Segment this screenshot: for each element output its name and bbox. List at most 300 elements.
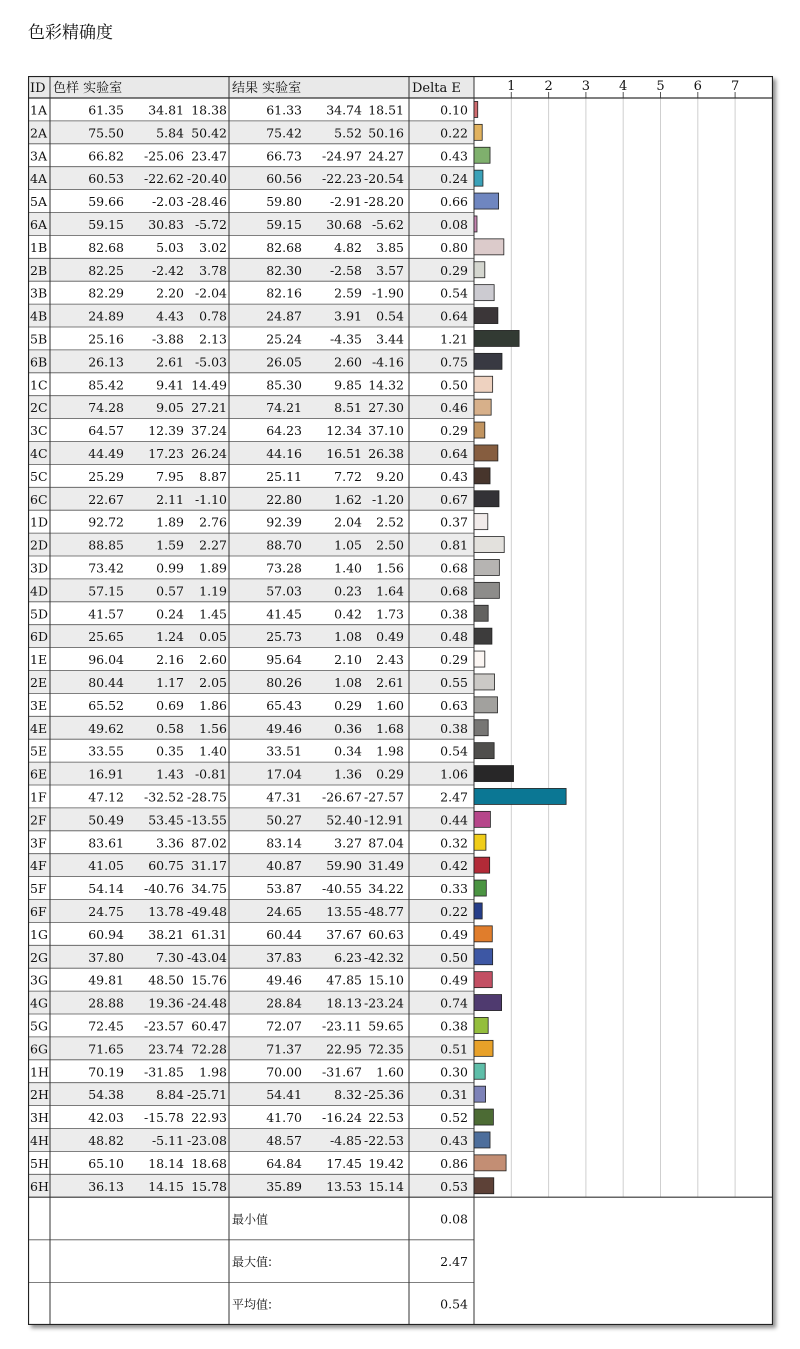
row-id: 6E [30,766,48,782]
delta-e-bar [474,949,493,965]
delta-e-value: 0.86 [440,1155,468,1171]
result-lab-value: 9.20 [376,468,404,484]
result-lab-value: 1.40 [334,560,362,576]
result-lab-value: -5.62 [371,216,404,232]
sample-lab-value: 75.50 [88,125,124,141]
sample-lab-value: 2.61 [156,354,184,370]
delta-e-bar [474,101,478,117]
row-id: 1A [30,102,47,118]
delta-e-value: 0.48 [440,629,468,645]
row-id: 1C [30,377,48,393]
delta-e-value: 0.43 [440,1132,468,1148]
result-lab-value: 82.16 [266,285,302,301]
sample-lab-value: -5.72 [194,216,227,232]
axis-tick-label: 7 [730,79,740,94]
sample-lab-value: 26.13 [88,354,124,370]
delta-e-value: 0.43 [440,468,468,484]
result-lab-value: 66.73 [266,148,302,164]
result-lab-value: 24.87 [266,308,302,324]
delta-e-bar [474,766,514,782]
result-lab-value: -2.58 [329,262,362,278]
sample-lab-value: -40.76 [143,881,184,897]
result-lab-value: 2.43 [376,652,404,668]
sample-lab-value: 8.87 [199,468,227,484]
result-lab-value: 0.36 [334,720,362,736]
sample-lab-value: -23.08 [186,1132,227,1148]
sample-lab-value: 5.03 [156,239,184,255]
result-lab-value: 92.39 [266,514,302,530]
delta-e-bar [474,376,493,392]
row-id: 6D [30,629,48,645]
sample-lab-value: -23.57 [143,1018,184,1034]
result-lab-value: 24.27 [368,148,404,164]
result-lab-value: 33.51 [266,743,302,759]
delta-e-value: 0.22 [440,903,468,919]
sample-lab-value: 2.60 [199,652,227,668]
row-id: 6A [30,216,47,232]
result-lab-value: 0.29 [334,697,362,713]
delta-e-bar [474,628,492,644]
row-id: 4G [30,995,48,1011]
sample-lab-value: 1.43 [156,766,184,782]
sample-lab-value: 59.15 [88,216,124,232]
delta-e-value: 0.22 [440,125,468,141]
result-lab-value: 59.15 [266,216,302,232]
result-lab-value: 22.80 [266,491,302,507]
result-lab-value: 59.80 [266,194,302,210]
result-lab-value: 65.43 [266,697,302,713]
delta-e-value: 0.54 [440,743,468,759]
result-lab-value: 30.68 [326,216,362,232]
result-lab-value: 13.53 [326,1178,362,1194]
result-lab-value: 72.35 [368,1041,404,1057]
delta-e-value: 0.29 [440,423,468,439]
result-lab-value: 15.10 [368,972,404,988]
sample-lab-value: 1.56 [199,720,227,736]
sample-lab-value: 49.81 [88,972,124,988]
sample-lab-value: 25.16 [88,331,124,347]
result-lab-value: 74.21 [266,400,302,416]
delta-e-bar [474,422,485,438]
delta-e-bar [474,903,482,919]
row-id: 3C [30,423,48,439]
row-id: 4E [30,720,48,736]
result-lab-value: 44.16 [266,445,302,461]
delta-e-bar [474,674,495,690]
sample-lab-value: 4.43 [156,308,184,324]
delta-e-bar [474,308,498,324]
sample-lab-value: 61.35 [88,102,124,118]
delta-e-bar [474,193,499,209]
delta-e-bar [474,1040,493,1056]
delta-e-value: 0.32 [440,835,468,851]
sample-lab-value: 50.49 [88,812,124,828]
sample-lab-value: 53.45 [148,812,184,828]
row-id: 5F [30,881,47,897]
sample-lab-value: 2.20 [156,285,184,301]
result-lab-value: 3.57 [376,262,404,278]
row-id: 2A [30,125,47,141]
result-lab-value: 1.56 [376,560,404,576]
sample-lab-value: 72.28 [191,1041,227,1057]
delta-e-value: 0.50 [440,377,468,393]
row-id: 1B [30,239,48,255]
result-lab-value: -4.35 [329,331,362,347]
sample-lab-value: 12.39 [148,423,184,439]
row-id: 5G [30,1018,48,1034]
delta-e-bar [474,743,494,759]
sample-lab-value: 82.25 [88,262,124,278]
result-lab-value: -4.16 [371,354,404,370]
stat-value: 0.54 [440,1296,468,1312]
stat-value: 0.08 [440,1211,468,1227]
sample-lab-value: 48.82 [88,1132,124,1148]
sample-lab-value: 22.67 [88,491,124,507]
result-lab-value: 80.26 [266,674,302,690]
result-lab-value: 6.23 [334,949,362,965]
result-lab-value: 0.49 [376,629,404,645]
result-lab-value: 71.37 [266,1041,302,1057]
result-lab-value: 7.72 [334,468,362,484]
result-lab-value: 47.85 [326,972,362,988]
result-lab-value: 60.63 [368,926,404,942]
sample-lab-value: 0.57 [156,583,184,599]
delta-e-bar [474,857,490,873]
result-lab-value: 26.05 [266,354,302,370]
sample-lab-value: 8.84 [156,1087,184,1103]
result-lab-value: -25.36 [363,1087,404,1103]
delta-e-value: 0.55 [440,674,468,690]
row-id: 4C [30,445,48,461]
stat-label: 最大值: [232,1255,273,1270]
delta-e-chart [28,76,773,1325]
row-id: 6H [30,1178,49,1194]
row-id: 5B [30,331,48,347]
delta-e-value: 0.50 [440,949,468,965]
result-lab-value: 2.50 [376,537,404,553]
delta-e-bar [474,445,498,461]
result-lab-value: 53.87 [266,881,302,897]
row-id: 5C [30,468,48,484]
row-id: 1E [30,652,48,668]
result-lab-value: 83.14 [266,835,302,851]
sample-lab-value: 41.05 [88,858,124,874]
row-id: 2F [30,812,47,828]
delta-e-value: 0.38 [440,720,468,736]
result-lab-value: 37.67 [326,926,362,942]
delta-e-value: 0.42 [440,858,468,874]
delta-e-value: 0.46 [440,400,468,416]
sample-lab-value: 0.35 [156,743,184,759]
sample-lab-value: -28.75 [186,789,227,805]
delta-e-bar [474,353,502,369]
result-lab-value: 34.74 [326,102,362,118]
result-lab-value: 0.29 [376,766,404,782]
delta-e-value: 0.30 [440,1064,468,1080]
result-lab-value: 85.30 [266,377,302,393]
axis-tick-label: 5 [656,79,665,94]
sample-lab-value: 72.45 [88,1018,124,1034]
sample-lab-value: 1.98 [199,1064,227,1080]
result-lab-value: 1.98 [376,743,404,759]
result-lab-value: 1.64 [376,583,404,599]
delta-e-value: 0.52 [440,1110,468,1126]
result-lab-value: 1.36 [334,766,362,782]
result-lab-value: 8.32 [334,1087,362,1103]
sample-lab-value: 3.02 [199,239,227,255]
result-lab-value: 25.73 [266,629,302,645]
sample-lab-value: 3.36 [156,835,184,851]
sample-lab-value: 15.76 [191,972,227,988]
result-lab-value: 22.95 [326,1041,362,1057]
result-lab-value: 82.30 [266,262,302,278]
sample-lab-value: 1.45 [199,606,227,622]
sample-lab-value: 49.62 [88,720,124,736]
result-lab-value: 75.42 [266,125,302,141]
result-lab-value: 0.23 [334,583,362,599]
delta-e-value: 1.21 [440,331,468,347]
result-lab-value: -42.32 [363,949,404,965]
delta-e-bar [474,1178,494,1194]
result-lab-value: -24.97 [321,148,362,164]
delta-e-bar [474,788,566,804]
result-lab-value: 31.49 [368,858,404,874]
sample-lab-value: -5.03 [194,354,227,370]
result-lab-value: 64.23 [266,423,302,439]
sample-lab-value: 22.93 [191,1110,227,1126]
result-lab-value: 1.05 [334,537,362,553]
sample-lab-value: 1.59 [156,537,184,553]
row-id: 6G [30,1041,48,1057]
result-lab-value: 18.51 [368,102,404,118]
sample-lab-value: 96.04 [88,652,124,668]
delta-e-value: 0.80 [440,239,468,255]
delta-e-value: 0.53 [440,1178,468,1194]
sample-lab-value: 1.19 [199,583,227,599]
sample-lab-value: 42.03 [88,1110,124,1126]
result-lab-value: 61.33 [266,102,302,118]
delta-e-bar [474,926,492,942]
result-lab-value: 0.34 [334,743,362,759]
sample-lab-value: 0.78 [199,308,227,324]
sample-lab-value: 37.80 [88,949,124,965]
delta-e-bar [474,1132,490,1148]
sample-lab-value: 70.19 [88,1064,124,1080]
result-lab-value: 19.42 [368,1155,404,1171]
sample-lab-value: 7.95 [156,468,184,484]
result-lab-value: -20.54 [363,171,404,187]
result-lab-value: 3.85 [376,239,404,255]
result-lab-value: 17.04 [266,766,302,782]
delta-e-bar [474,285,494,301]
sample-lab-value: -13.55 [186,812,227,828]
sample-lab-value: 50.42 [191,125,227,141]
delta-e-bar [474,170,483,186]
sample-lab-value: 87.02 [191,835,227,851]
sample-lab-value: 16.91 [88,766,124,782]
sample-lab-value: 82.68 [88,239,124,255]
sample-lab-value: 0.05 [199,629,227,645]
delta-e-bar [474,1155,506,1171]
sample-lab-value: -24.48 [186,995,227,1011]
sample-lab-value: -20.40 [186,171,227,187]
result-lab-value: 52.40 [326,812,362,828]
sample-lab-value: 57.15 [88,583,124,599]
sample-lab-value: 65.10 [88,1155,124,1171]
sample-lab-value: -32.52 [143,789,184,805]
sample-lab-value: 54.38 [88,1087,124,1103]
sample-lab-value: 7.30 [156,949,184,965]
result-lab-value: 1.68 [376,720,404,736]
result-lab-value: 3.44 [376,331,404,347]
sample-lab-value: 5.84 [156,125,184,141]
result-lab-value: 41.45 [266,606,302,622]
result-lab-value: 27.30 [368,400,404,416]
sample-lab-value: 2.76 [199,514,227,530]
delta-e-value: 0.33 [440,881,468,897]
result-lab-value: 34.22 [368,881,404,897]
delta-e-value: 0.68 [440,560,468,576]
sample-lab-value: 1.89 [199,560,227,576]
result-lab-value: 47.31 [266,789,302,805]
result-lab-value: -12.91 [363,812,404,828]
row-id: 2B [30,262,48,278]
result-lab-value: 3.91 [334,308,362,324]
result-lab-value: 70.00 [266,1064,302,1080]
sample-lab-value: 2.16 [156,652,184,668]
axis-tick-label: 3 [581,79,591,94]
delta-e-value: 0.68 [440,583,468,599]
row-id: 3D [30,560,48,576]
delta-e-bar [474,147,490,163]
sample-lab-value: 0.69 [156,697,184,713]
delta-e-value: 0.31 [440,1087,468,1103]
sample-lab-value: 0.58 [156,720,184,736]
axis-tick-label: 2 [544,79,553,94]
axis-tick-label: 4 [619,79,628,94]
result-lab-value: -1.20 [371,491,404,507]
delta-e-bar [474,582,499,598]
result-lab-value: -23.11 [321,1018,362,1034]
delta-e-bar [474,514,488,530]
sample-lab-value: 33.55 [88,743,124,759]
result-lab-value: 60.56 [266,171,302,187]
sample-lab-value: 17.23 [148,445,184,461]
result-lab-value: 25.24 [266,331,302,347]
delta-e-value: 0.29 [440,652,468,668]
sample-lab-value: -25.71 [186,1087,227,1103]
delta-e-bar [474,559,499,575]
result-lab-value: -40.55 [321,881,362,897]
delta-e-value: 0.81 [440,537,468,553]
result-lab-value: 22.53 [368,1110,404,1126]
delta-e-value: 0.54 [440,285,468,301]
delta-e-value: 2.47 [440,789,468,805]
sample-lab-value: 47.12 [88,789,124,805]
delta-e-value: 0.37 [440,514,468,530]
delta-e-value: 0.63 [440,697,468,713]
row-id: 2C [30,400,48,416]
result-lab-value: 88.70 [266,537,302,553]
sample-lab-value: 48.50 [148,972,184,988]
result-lab-value: 2.10 [334,652,362,668]
sample-lab-value: 0.24 [156,606,184,622]
sample-lab-value: -28.46 [186,194,227,210]
row-id: 5A [30,194,47,210]
header-result-lab: 结果 实验室 [232,81,302,96]
result-lab-value: 1.73 [376,606,404,622]
delta-e-bar [474,880,486,896]
result-lab-value: 49.46 [266,720,302,736]
row-id: 6F [30,903,47,919]
delta-e-bar [474,651,485,667]
sample-lab-value: 61.31 [191,926,227,942]
sample-lab-value: 88.85 [88,537,124,553]
result-lab-value: 57.03 [266,583,302,599]
delta-e-bar [474,124,482,140]
stat-value: 2.47 [440,1254,468,1270]
sample-lab-value: -43.04 [186,949,227,965]
row-id: 2G [30,949,48,965]
result-lab-value: -2.91 [329,194,362,210]
sample-lab-value: 34.75 [191,881,227,897]
sample-lab-value: 3.78 [199,262,227,278]
delta-e-bar [474,1017,488,1033]
result-lab-value: 15.14 [368,1178,404,1194]
sample-lab-value: 1.89 [156,514,184,530]
row-id: 3H [30,1110,49,1126]
sample-lab-value: -3.88 [151,331,184,347]
delta-e-bar [474,1109,493,1125]
result-lab-value: 2.59 [334,285,362,301]
result-lab-value: 14.32 [368,377,404,393]
delta-e-bar [474,468,490,484]
sample-lab-value: 13.78 [148,903,184,919]
result-lab-value: 49.46 [266,972,302,988]
sample-lab-value: 25.29 [88,468,124,484]
header-delta-e: Delta E [412,81,461,96]
result-lab-value: 4.82 [334,239,362,255]
result-lab-value: -28.20 [363,194,404,210]
sample-lab-value: 83.61 [88,835,124,851]
sample-lab-value: 60.75 [148,858,184,874]
sample-lab-value: 25.65 [88,629,124,645]
delta-e-bar [474,1063,485,1079]
delta-e-value: 0.64 [440,445,468,461]
row-id: 3A [30,148,47,164]
delta-e-bar [474,811,490,827]
result-lab-value: -31.67 [321,1064,362,1080]
row-id: 6B [30,354,48,370]
row-id: 2D [30,537,48,553]
row-id: 2E [30,674,48,690]
row-id: 1H [30,1064,49,1080]
sample-lab-value: 14.15 [148,1178,184,1194]
result-lab-value: 60.44 [266,926,302,942]
row-id: 4F [30,858,47,874]
delta-e-bar [474,972,492,988]
delta-e-bar [474,697,497,713]
delta-e-bar [474,330,519,346]
result-lab-value: 5.52 [334,125,362,141]
result-lab-value: -16.24 [321,1110,362,1126]
header-id: ID [30,81,46,96]
result-lab-value: 25.11 [266,468,302,484]
delta-e-bar [474,605,488,621]
result-lab-value: 1.62 [334,491,362,507]
delta-e-value: 0.75 [440,354,468,370]
sample-lab-value: 66.82 [88,148,124,164]
